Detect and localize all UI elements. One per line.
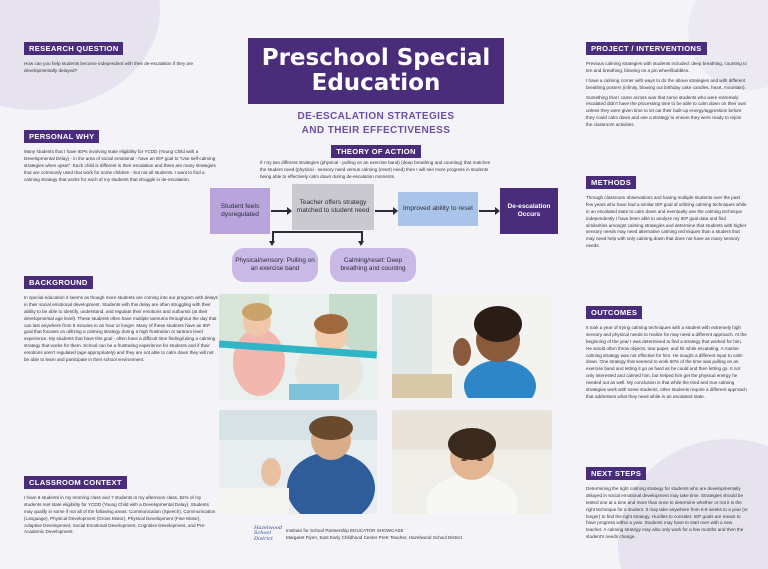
project-paragraph-2: I have a calming corner with ways to do the above strategies and with different breathing posters (infinity, blowing out birthday cake candles, heart, mountain). bbox=[586, 77, 746, 90]
research-question-text: How can you help students become independent with their de-escalation if they are developmentally delayed? bbox=[24, 61, 194, 73]
logo-line-1: Hazelwood bbox=[254, 525, 283, 531]
logo-line-3: District bbox=[254, 535, 273, 542]
outcomes-section bbox=[586, 302, 748, 401]
project-paragraph-1: Previous calming strategies with students included: deep breathing, counting to ten and breathing, blowing on a pin wheel/bubbles. bbox=[586, 61, 747, 73]
personal-why-heading: PERSONAL WHY bbox=[24, 130, 99, 143]
background-text: In special education it seems as though more students are coming into our program with delays in their social emotional development. Students with this delay are often struggling with their ability to be able to identify, understand, and regulate their emotions and outbursts (at their developmental age level). These students often have multiple tantrums throughout the day that can last anywhere from 5 minutes to an hour or longer. Many of these students have an IEP goal that focuses on utilizing a calming strategy during a high frustration or tantrum level experience. My students that have this goal - often have a difficult time finding/using a calming strategy that works for them. School can be a frustrating experience for students and if their emotions aren't regulated (age appropriately) and they are not able to calm down they will not be able to learn and participate in their school environment. bbox=[24, 295, 218, 363]
outcomes-text: It took a year of trying calming techniques with a student with extremely high sensory and physical needs to realize he may need a different approach. At the beginning of the year I was determined to find a strategy that worked for him. He would often throw objects, tear paper, and hit while escalating. A routine calming strategy was not effective for him. He sought a different input to calm down. One strategy that seemed to work 50% of the time was pulling on an exercise band and letting it go as hard as he could and then letting go. It not only interested and calmed him, but helped him get the physical energy he needed out as well. My conclusion is that while the tried and true calming strategies work with some students, other students require a different approach that addresses what they need while in an escalated state. bbox=[586, 325, 747, 399]
project-text bbox=[586, 61, 748, 129]
logo-line-2: School bbox=[254, 530, 272, 537]
photo-child-drawing bbox=[219, 410, 377, 514]
classroom-context-heading: CLASSROOM CONTEXT bbox=[24, 476, 127, 489]
flow-arrow-1 bbox=[271, 210, 289, 212]
title-line-1: Preschool Special bbox=[261, 45, 491, 72]
flow-option-physical: Physical/sensory: Pulling on an exercise band bbox=[232, 248, 318, 282]
theory-of-action-heading: THEORY OF ACTION bbox=[331, 145, 421, 158]
classroom-context-section bbox=[24, 472, 218, 536]
classroom-context-text: I have 6 students in my morning class and 7 students in my afternoon class. 92% of my students met state eligibility for YCDD (Young Child with a Developmental Delay). Students may qualify in some if not all of the following areas: Communication (Speech), Communication (Language), Physical Development (Gross Motor), Physical Development (Fine Motor), Adaptive Development, Social Emotional Development, Cognitive Development, and Pre-Academic Development. bbox=[24, 495, 216, 535]
methods-heading: METHODS bbox=[586, 176, 636, 189]
next-steps-section bbox=[586, 463, 748, 541]
project-section bbox=[586, 38, 748, 132]
subtitle-line-1: DE-ESCALATION STRATEGIES bbox=[297, 111, 455, 122]
title-line-2: Education bbox=[311, 70, 441, 96]
photo-child-blowing bbox=[392, 294, 552, 398]
personal-why-text: Many students that I have IEPs involving state eligibility for YCDD (Young Child with a Developmental Delay) - in the area of social emotional - have an IEP goal to "Use self-calming strategies when upset". Each child is different in their escalation and there are many strategies that are commonly used that work for some children - but not all students. I want to find a calming strategy that works for each of my students that struggle in de-escalation. bbox=[24, 149, 216, 182]
personal-why-section bbox=[24, 126, 216, 183]
research-question-heading: RESEARCH QUESTION bbox=[24, 42, 123, 55]
theory-of-action-header bbox=[248, 141, 504, 159]
methods-section bbox=[586, 172, 748, 250]
background-heading: BACKGROUND bbox=[24, 276, 93, 289]
footer-line-2: Margaret Flynn, East Early Childhood Center PreK Teacher, Hazelwood School District bbox=[286, 534, 463, 540]
flow-step-dysregulated: Student feels dysregulated bbox=[210, 188, 270, 234]
research-question-section bbox=[24, 38, 216, 75]
subtitle-line-2: AND THEIR EFFECTIVENESS bbox=[301, 124, 451, 136]
flow-arrow-2 bbox=[375, 210, 395, 212]
photo-exercise-band bbox=[219, 294, 377, 400]
next-steps-text: Determining the right calming strategy for students who are developmentally delayed in social emotional development may take time. Strategies should be tested one at a time and more than once to determine whether or not it is the right technique for a student. It may take anywhere from 6-8 weeks to a year (or longer) to find the right strategy. Hurdles to consider: IEP goals are meant to have progress within a year. Students may have to start over with a new teacher. A calming strategy may also only work for a few months and then the student's needs change. bbox=[586, 486, 748, 540]
flow-branch-arrow-left bbox=[272, 231, 274, 243]
footer-credits bbox=[286, 528, 462, 542]
footer-line-1: Institute for School Partnership EDUCATOR SHOWCASE bbox=[286, 528, 404, 533]
flow-branch-arrow-right bbox=[361, 231, 363, 243]
poster-subtitle bbox=[248, 110, 504, 137]
project-heading: PROJECT / INTERVENTIONS bbox=[586, 42, 707, 55]
district-logo bbox=[254, 526, 284, 548]
flow-arrow-3 bbox=[479, 210, 497, 212]
project-paragraph-3: Something that I came across was that some students who were extremely escalated didn't have the processing time to be able to calm down on their own unless they were given time to let out their built-up energy/aggression before they could calm down and use a strategy to ensure they were ready to rejoin the classroom activities. bbox=[586, 94, 747, 128]
photo-child-meditating bbox=[392, 410, 552, 514]
flow-step-improved-reset: Improved ability to reset bbox=[398, 192, 478, 226]
theory-of-action-text: If I try two different strategies (physical - pulling on an exercise band) (deep breathing and counting) that matches the student need (physical - sensory need versus calming (reset) need) then I will see more progress in students being able to effectively calm down during de-escalation moments. bbox=[260, 160, 490, 179]
flow-step-teacher-offers: Teacher offers strategy matched to student need bbox=[292, 184, 374, 230]
flow-branch-line bbox=[272, 231, 362, 233]
flow-option-calming: Calming/reset: Deep breathing and counting bbox=[330, 248, 416, 282]
next-steps-heading: NEXT STEPS bbox=[586, 467, 646, 480]
flow-step-de-escalation: De-escalation Occurs bbox=[500, 188, 558, 234]
poster-title bbox=[248, 38, 504, 104]
background-section bbox=[24, 272, 218, 364]
methods-text: Through classroom observations and having multiple students over the past few years who have had a similar IEP goal of utilizing calming techniques while in an escalated state to calm down and eventually use the calming technique independently I have been able to analyze my IEP goal data and find similarities amongst calming strategies and determine that students with higher sensory needs may need alternative calming techniques than a student that may need help with only calming down that does not have as many sensory needs. bbox=[586, 195, 747, 249]
outcomes-heading: OUTCOMES bbox=[586, 306, 642, 319]
